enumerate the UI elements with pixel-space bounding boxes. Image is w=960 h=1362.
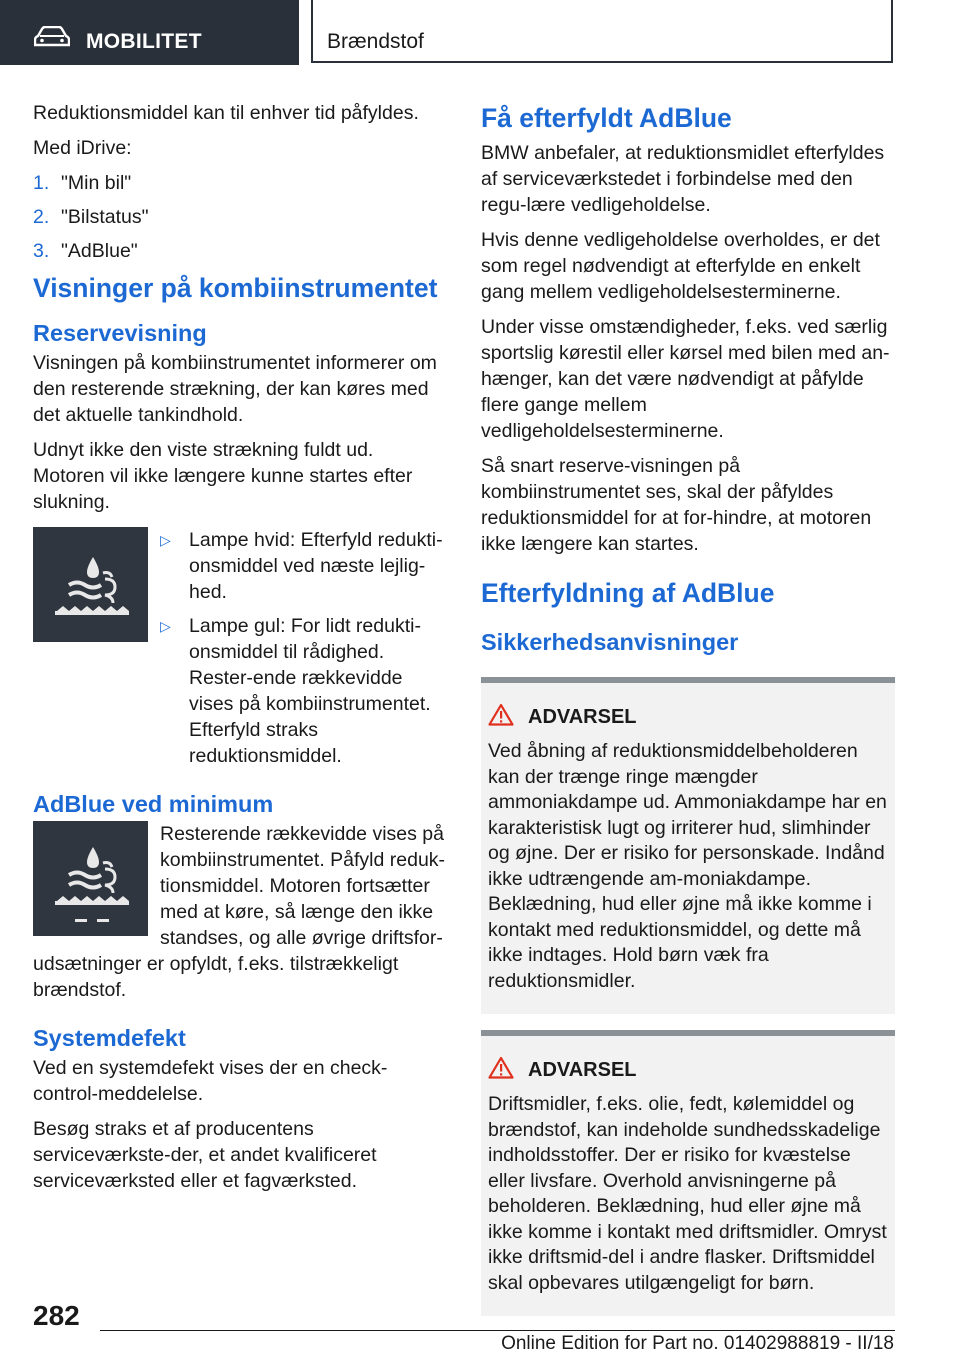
chapter-label: MOBILITET: [86, 30, 202, 53]
edition-footer: Online Edition for Part no. 01402988819 - II/18: [501, 1333, 894, 1354]
warning-box: [481, 1030, 895, 1316]
refill-paragraph-2: Hvis denne vedligeholdelse overholdes, er det som regel nødvendigt at efterfylde en enkelt gang mellem vedligeholdelsesterminerne.: [481, 229, 880, 303]
left-column: [33, 100, 448, 1194]
page-number: 282: [33, 1300, 80, 1331]
step-number: 2.: [33, 206, 50, 228]
warning-triangle-icon: [488, 703, 514, 731]
car-icon: [34, 26, 70, 53]
reserve-lamp-block: [33, 527, 448, 777]
warning-text: Ved åbning af reduktionsmiddelbeholderen kan der trænge ringe mængder ammoniakdampe ud. Ammoniakdampe har en karakteristisk lugt og irriterer hud, slimhinder og øjne. Der er risiko for personskade. Indånd ikke udtrængende am-moniakdampe. Beklædning, hud eller øjne må ikke komme i kontakt med reduktionsmiddel, og dette må ikke indtages. Hold børn væk fra reduktionsmidler.: [488, 740, 887, 992]
heading-minimum: AdBlue ved minimum: [33, 791, 274, 817]
triangle-bullet-icon: ▷: [160, 618, 171, 634]
heading-safety: Sikkerhedsanvisninger: [481, 629, 739, 655]
section-title: Brændstof: [327, 30, 424, 53]
step-number: 3.: [33, 240, 50, 262]
defect-paragraph-1: Ved en systemdefekt vises der en check-control-meddelelse.: [33, 1057, 388, 1105]
reserve-paragraph-2: Udnyt ikke den viste strækning fuldt ud. Motoren vil ikke længere kunne startes efter slukning.: [33, 439, 413, 513]
lamp-yellow-text: Lampe gul: For lidt redukti-onsmiddel til rådighed. Rester-ende rækkevidde vises på kombiinstrumentet. Efterfyld straks reduktionsmiddel.: [189, 615, 431, 767]
refill-paragraph-4: Så snart reserve-visningen på kombiinstrumentet ses, skal der påfyldes reduktionsmiddel for at for-hindre, at motoren ikke længere kan startes.: [481, 455, 872, 555]
heading-refill: Få efterfyldt AdBlue: [481, 103, 732, 133]
chapter-tab: [0, 0, 299, 65]
step-number: 1.: [33, 172, 50, 194]
heading-system-defect: Systemdefekt: [33, 1025, 186, 1051]
warning-header: [488, 703, 888, 731]
warning-box: [481, 677, 895, 1014]
warning-label: ADVARSEL: [528, 705, 637, 728]
heading-filling: Efterfyldning af AdBlue: [481, 578, 775, 608]
refill-paragraph-1: BMW anbefaler, at reduktionsmidlet efterfyldes af serviceværkstedet i forbindelse med den regu-lære vedligeholdelse.: [481, 142, 885, 216]
heading-reserve: Reservevisning: [33, 320, 207, 346]
footer-divider: [100, 1330, 895, 1331]
minimum-text: Resterende rækkevidde vises på kombiinstrumentet. Påfyld reduk-tionsmiddel. Motoren fortsætter med at køre, så længe den ikke standses, og alle øvrige driftsfor-udsætninger er opfyldt, f.eks. tilstrækkeligt brændstof.: [33, 823, 446, 1001]
intro-text: Reduktionsmiddel kan til enhver tid påfyldes.: [33, 102, 419, 124]
step-item: [33, 238, 448, 264]
step-item: [33, 204, 448, 230]
idrive-label: Med iDrive:: [33, 137, 132, 159]
step-text: "Bilstatus": [61, 206, 149, 228]
idrive-steps: [33, 170, 448, 264]
reserve-paragraph-1: Visningen på kombiinstrumentet informerer om den resterende strækning, der kan køres med det aktuelle tankindhold.: [33, 352, 437, 426]
warning-header: [488, 1056, 888, 1084]
step-text: "AdBlue": [61, 240, 138, 262]
warning-text: Driftsmidler, f.eks. olie, fedt, kølemiddel og brændstof, kan indeholde sundhedsskadelige indholdsstoffer. Der er risiko for kvæstelse eller livsfare. Overhold anvisningerne på beholderen. Beklædning, hud eller øjne må ikke komme i kontakt med driftsmidler. Omryst ikke driftsmid-del i andre flasker. Driftsmiddel skal opbevares utilgængeligt for børn.: [488, 1093, 887, 1294]
lamp-state-item: [160, 527, 448, 605]
right-column: [481, 100, 895, 1316]
warning-label: ADVARSEL: [528, 1058, 637, 1081]
adblue-reserve-lamp-icon: [33, 527, 148, 642]
triangle-bullet-icon: ▷: [160, 532, 171, 548]
adblue-minimum-lamp-icon: [33, 821, 148, 936]
step-item: [33, 170, 448, 196]
lamp-white-text: Lampe hvid: Efterfyld redukti-onsmiddel ved næste lejlig-hed.: [189, 529, 443, 603]
section-header: [311, 0, 893, 63]
warning-triangle-icon: [488, 1056, 514, 1084]
refill-paragraph-3: Under visse omstændigheder, f.eks. ved særlig sportslig kørestil eller kørsel med bilen med an-hænger, kan det være nødvendigt at påfylde flere gange mellem vedligeholdelsesterminerne.: [481, 316, 890, 442]
heading-displays: Visninger på kombiinstrumentet: [33, 273, 438, 303]
step-text: "Min bil": [61, 172, 132, 194]
defect-paragraph-2: Besøg straks et af producentens serviceværkste-der, et andet kvalificeret serviceværksted eller et fagværksted.: [33, 1118, 377, 1192]
minimum-lamp-block: [33, 821, 448, 1003]
lamp-state-item: [160, 613, 448, 769]
